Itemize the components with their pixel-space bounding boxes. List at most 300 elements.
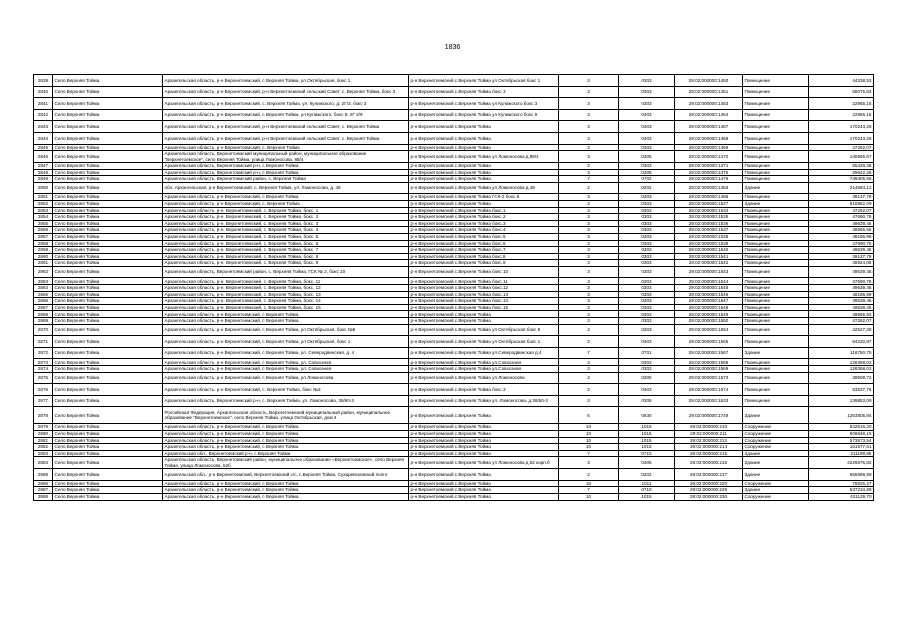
table-row bbox=[34, 278, 874, 285]
cell-row-number: 2839 bbox=[34, 75, 53, 87]
cell-settlement: Село Верхняя Тойма bbox=[53, 162, 163, 169]
cell-address-short: р-н Верхнетоемский с.Верхняя Тойма bbox=[409, 121, 559, 133]
cell-settlement: Село Верхняя Тойма bbox=[53, 86, 163, 98]
cell-group-code: 3 bbox=[559, 395, 619, 407]
cell-cadastral-value: 42527,29 bbox=[809, 324, 874, 336]
cell-address-short: р-н Верхнетоемский с.Верхняя Тойма bbox=[409, 311, 559, 318]
cell-cadastral-value: 39137,79 bbox=[809, 194, 874, 201]
cell-address: Архангельская область, р-н Верхнетоемский, с Верхняя Тойма bbox=[163, 493, 409, 500]
cell-settlement: Село Верхняя Тойма bbox=[53, 278, 163, 285]
cell-cadastral-value: 1263805,84 bbox=[809, 407, 874, 424]
cell-settlement: Село Верхняя Тойма bbox=[53, 98, 163, 110]
cell-object-type: Помещение bbox=[743, 247, 809, 254]
cell-settlement: Село Верхняя Тойма bbox=[53, 457, 163, 469]
cell-object-type: Помещение bbox=[743, 75, 809, 87]
cell-subgroup-code: 0303 bbox=[619, 298, 675, 305]
cell-cadastral-number: 29:02:000000:1453 bbox=[675, 98, 743, 110]
cell-group-code: 7 bbox=[559, 450, 619, 457]
cell-subgroup-code: 0303 bbox=[619, 98, 675, 110]
cell-row-number: 2846 bbox=[34, 151, 53, 163]
cell-subgroup-code: 0303 bbox=[619, 266, 675, 278]
table-row bbox=[34, 182, 874, 194]
cell-subgroup-code: 0303 bbox=[619, 253, 675, 260]
cell-group-code: 6 bbox=[559, 407, 619, 424]
cell-object-type: Здание bbox=[743, 469, 809, 481]
cell-address: Архангельская область, р-н. Верхнетоемский, с. Верхняя Тойма, бокс. 8 bbox=[163, 253, 409, 260]
cell-group-code: 3 bbox=[559, 220, 619, 227]
cell-subgroup-code: 0303 bbox=[619, 200, 675, 207]
cell-cadastral-value: 53537,76 bbox=[809, 384, 874, 396]
cell-object-type: Здание bbox=[743, 487, 809, 494]
cell-row-number: 2873 bbox=[34, 359, 53, 366]
cell-subgroup-code: 0303 bbox=[619, 291, 675, 298]
cell-row-number: 2879 bbox=[34, 424, 53, 431]
cell-row-number: 2866 bbox=[34, 298, 53, 305]
cell-group-code: 3 bbox=[559, 132, 619, 144]
cell-row-number: 2882 bbox=[34, 444, 53, 451]
cell-settlement: Село Верхняя Тойма bbox=[53, 227, 163, 234]
cell-address-short: р-н Верхнетоемский с.Верхняя Тойма ул.Совхозная bbox=[409, 366, 559, 373]
cell-address-short: р-н Верхнетоемский с.Верхняя Тойма ул.Совхозная bbox=[409, 359, 559, 366]
cell-row-number: 2875 bbox=[34, 372, 53, 384]
cell-settlement: Село Верхняя Тойма bbox=[53, 430, 163, 437]
cell-object-type: Здание bbox=[743, 347, 809, 359]
cell-address: Архангельская область, р-н. Верхнетоемский, с. Верхняя Тойма, бокс. 6 bbox=[163, 240, 409, 247]
cell-group-code: 10 bbox=[559, 444, 619, 451]
cell-address-short: р-н Верхнетоемский с.Верхняя Тойма бокс.7 bbox=[409, 247, 559, 254]
cell-subgroup-code: 1015 bbox=[619, 424, 675, 431]
cell-address: Архангельская область, р-н Верхнетоемский, с. Верхняя Тойма, ул. Кулижского, д. 2Г/3, бокс 3 bbox=[163, 98, 409, 110]
cell-address-short: р-н Верхнетоемский с.Верхняя Тойма bbox=[409, 176, 559, 183]
cell-address: Архангельская область, р-н Верхнетоемский, с Верхняя Тойма bbox=[163, 487, 409, 494]
cell-object-type: Сооружение bbox=[743, 493, 809, 500]
cell-address-short: р-н Верхнетоемский с.Верхняя Тойма bbox=[409, 444, 559, 451]
cell-cadastral-value: 65075,83 bbox=[809, 86, 874, 98]
cell-object-type: Помещение bbox=[743, 240, 809, 247]
cell-cadastral-number: 29:02:000000:1534 bbox=[675, 207, 743, 214]
cell-row-number: 2884 bbox=[34, 457, 53, 469]
cell-cadastral-value: 49639,45 bbox=[809, 304, 874, 311]
cell-row-number: 2870 bbox=[34, 324, 53, 336]
cell-row-number: 2880 bbox=[34, 430, 53, 437]
cell-subgroup-code: 0202 bbox=[619, 182, 675, 194]
cell-address: Архангельская область, р-н. Верхнетоемский, с. Верхняя Тойма, бокс. 1 bbox=[163, 207, 409, 214]
cell-subgroup-code: 1015 bbox=[619, 444, 675, 451]
cell-cadastral-value: 84220,87 bbox=[809, 336, 874, 348]
cell-cadastral-number: 29:02:000000:1454 bbox=[675, 109, 743, 121]
cell-subgroup-code: 0305 bbox=[619, 457, 675, 469]
cell-cadastral-value: 537234,89 bbox=[809, 487, 874, 494]
cell-cadastral-number: 29:02:000000:1483 bbox=[675, 182, 743, 194]
cell-subgroup-code: 0303 bbox=[619, 366, 675, 373]
cell-group-code: 3 bbox=[559, 194, 619, 201]
cell-cadastral-number: 29:02:000000:1567 bbox=[675, 347, 743, 359]
cell-cadastral-value: 431129,70 bbox=[809, 493, 874, 500]
cell-settlement: Село Верхняя Тойма bbox=[53, 109, 163, 121]
table-row bbox=[34, 200, 874, 207]
cell-group-code: 3 bbox=[559, 214, 619, 221]
cell-cadastral-number: 29:02:000000:1540 bbox=[675, 247, 743, 254]
table-row bbox=[34, 109, 874, 121]
cell-address: Архангельская область, р-н Верхнетоемский, с Верхняя Тойма, ул. Совхозная bbox=[163, 359, 409, 366]
cell-address-short: р-н Верхнетоемский с.Верхняя Тойма ул. Ломоносова, д.36/60-3 bbox=[409, 395, 559, 407]
cell-subgroup-code: 0303 bbox=[619, 324, 675, 336]
cell-group-code: 3 bbox=[559, 109, 619, 121]
cell-address-short: р-н Верхнетоемский с.Верхняя Тойма bbox=[409, 169, 559, 176]
cell-settlement: Село Верхняя Тойма bbox=[53, 304, 163, 311]
table-row bbox=[34, 207, 874, 214]
cell-cadastral-number: 29:02:000000:220 bbox=[675, 480, 743, 487]
table-row bbox=[34, 480, 874, 487]
table-row bbox=[34, 437, 874, 444]
cell-settlement: Село Верхняя Тойма bbox=[53, 437, 163, 444]
cell-address-short: р-н Верхнетоемский с.Верхняя Тойма бокс.9 bbox=[409, 260, 559, 267]
cell-cadastral-number: 29:02:000000:1541 bbox=[675, 253, 743, 260]
cell-cadastral-number: 29:02:000000:1633 bbox=[675, 395, 743, 407]
cell-row-number: 2850 bbox=[34, 182, 53, 194]
cell-row-number: 2844 bbox=[34, 132, 53, 144]
cell-row-number: 2881 bbox=[34, 437, 53, 444]
cell-address-short: р-н Верхнетоемский с.Верхняя Тойма бокс.15 bbox=[409, 304, 559, 311]
cell-settlement: Село Верхняя Тойма bbox=[53, 253, 163, 260]
cell-subgroup-code: 0303 bbox=[619, 220, 675, 227]
cell-group-code: 2 bbox=[559, 182, 619, 194]
cell-cadastral-value: 48186,99 bbox=[809, 233, 874, 240]
cell-cadastral-value: 76925,27 bbox=[809, 480, 874, 487]
table-row bbox=[34, 233, 874, 240]
cell-group-code: 3 bbox=[559, 266, 619, 278]
table-row bbox=[34, 469, 874, 481]
cell-object-type: Помещение bbox=[743, 207, 809, 214]
table-row bbox=[34, 220, 874, 227]
cell-cadastral-number: 29:02:000000:1549 bbox=[675, 311, 743, 318]
cell-row-number: 2871 bbox=[34, 336, 53, 348]
cell-address-short: р-н Верхнетоемский с.Верхняя Тойма ул Октябрьская бокс 1 bbox=[409, 75, 559, 87]
cell-address: Российская Федерация, Архангельская область, Верхнетоемский муниципальный район, муниципальное образование "Верхнетоемское", село Верхняя Тойма, улица Октябрьская, дом 4 bbox=[163, 407, 409, 424]
cell-address: Архангельская область, р-н. Верхнетоемский, с. Верхняя Тойма, бокс. 5 bbox=[163, 233, 409, 240]
cell-cadastral-number: 29:02:000000:1548 bbox=[675, 304, 743, 311]
cell-cadastral-value: 48665,56 bbox=[809, 227, 874, 234]
cell-row-number: 2854 bbox=[34, 214, 53, 221]
cell-address: Архангельская область, р-н Верхнетоемский, с Верхняя Тойма, ул Ломоносова bbox=[163, 372, 409, 384]
cell-object-type: Помещение bbox=[743, 291, 809, 298]
table-row bbox=[34, 311, 874, 318]
table-row bbox=[34, 98, 874, 110]
cell-object-type: Здание bbox=[743, 182, 809, 194]
cell-group-code: 10 bbox=[559, 437, 619, 444]
cell-group-code: 3 bbox=[559, 366, 619, 373]
cell-row-number: 2852 bbox=[34, 200, 53, 207]
cell-subgroup-code: 0303 bbox=[619, 86, 675, 98]
cell-address-short: р-н Верхнетоемский с.Верхняя Тойма бокс.14 bbox=[409, 298, 559, 305]
cell-subgroup-code: 0303 bbox=[619, 247, 675, 254]
table-row bbox=[34, 493, 874, 500]
cell-address: Архангельская область, р-н Верхнетоемский, с Верхняя Тойма bbox=[163, 424, 409, 431]
table-row bbox=[34, 121, 874, 133]
cell-address: Архангельская область, Верхнетоемский р-н, с Верхняя Тойма bbox=[163, 162, 409, 169]
cell-address: Архангельская область, р-н. Верхнетоемский, с. Верхняя Тойма, бокс. 9 bbox=[163, 260, 409, 267]
cell-address-short: р-н Верхнетоемский с.Верхняя Тойма бокс.3 bbox=[409, 220, 559, 227]
cell-address-short: р-н Верхнетоемский с.Верхняя Тойма ул Кулижского бокс 3 bbox=[409, 98, 559, 110]
cell-cadastral-number: 29:02:000000:1565 bbox=[675, 336, 743, 348]
cell-cadastral-number: 29:02:000000:217 bbox=[675, 469, 743, 481]
cell-group-code: 10 bbox=[559, 430, 619, 437]
cell-cadastral-number: 29:02:000000:216 bbox=[675, 457, 743, 469]
cell-address-short: р-н Верхнетоемский с.Верхняя Тойма ул Ломоносова д.48 bbox=[409, 182, 559, 194]
cell-address: Архангельская область, р-н Верхнетоемский, с. Верхняя Тойма bbox=[163, 200, 409, 207]
table-row bbox=[34, 457, 874, 469]
cell-group-code: 7 bbox=[559, 487, 619, 494]
cell-object-type: Помещение bbox=[743, 278, 809, 285]
cell-cadastral-number: 29:02:000000:1486 bbox=[675, 194, 743, 201]
cell-address: Архангельская область, р-н Верхнетоемский, с Верхняя Тойма, ул Октябрьская, бокс 1 bbox=[163, 336, 409, 348]
cell-group-code: 3 bbox=[559, 311, 619, 318]
cell-subgroup-code: 1015 bbox=[619, 437, 675, 444]
cell-subgroup-code: 0305 bbox=[619, 151, 675, 163]
cell-cadastral-value: 139853,09 bbox=[809, 395, 874, 407]
cell-settlement: Село Верхняя Тойма bbox=[53, 450, 163, 457]
cell-cadastral-value: 573673,54 bbox=[809, 437, 874, 444]
cell-address-short: р-н Верхнетоемский с.Верхняя Тойма бокс.8 bbox=[409, 253, 559, 260]
cell-object-type: Помещение bbox=[743, 214, 809, 221]
cell-address-short: р-н Верхнетоемский с.Верхняя Тойма bbox=[409, 469, 559, 481]
cell-address-short: р-н Верхнетоемский с.Верхняя Тойма bbox=[409, 162, 559, 169]
cell-settlement: Село Верхняя Тойма bbox=[53, 200, 163, 207]
cell-address-short: р-н Верхнетоемский с.Верхняя Тойма бокс.6 bbox=[409, 240, 559, 247]
cell-address-short: р-н Верхнетоемский с.Верхняя Тойма ГСК-2 бокс 8 bbox=[409, 194, 559, 201]
cell-object-type: Помещение bbox=[743, 121, 809, 133]
cell-cadastral-value: 606648,15 bbox=[809, 430, 874, 437]
cell-address: Архангельская область, р-н Верхнетоемский, р-н Верхнетоемский сельский Совет, с. Верхняя Тойма bbox=[163, 132, 409, 144]
cell-object-type: Помещение bbox=[743, 220, 809, 227]
cell-cadastral-number: 29:02:000000:1545 bbox=[675, 285, 743, 292]
table-row bbox=[34, 285, 874, 292]
cell-cadastral-number: 29:02:000000:229 bbox=[675, 487, 743, 494]
cell-cadastral-value: 22955,15 bbox=[809, 109, 874, 121]
cell-object-type: Помещение bbox=[743, 98, 809, 110]
cell-address: Архангельская область, р-н Верхнетоемский, с. Верхняя Тойма, бокс №3 bbox=[163, 384, 409, 396]
cell-subgroup-code: 0303 bbox=[619, 278, 675, 285]
cell-group-code: 3 bbox=[559, 285, 619, 292]
cell-address: Архангельская область, р-н Верхнетоемский, с Верхняя Тойма bbox=[163, 437, 409, 444]
cell-address-short: р-н Верхнетоемский с.Верхняя Тойма бокс 10 bbox=[409, 266, 559, 278]
cell-object-type: Помещение bbox=[743, 336, 809, 348]
cell-cadastral-number: 29:02:000000:1538 bbox=[675, 233, 743, 240]
cell-group-code: 3 bbox=[559, 457, 619, 469]
cell-object-type: Помещение bbox=[743, 169, 809, 176]
cell-settlement: Село Верхняя Тойма bbox=[53, 493, 163, 500]
table-row bbox=[34, 384, 874, 396]
cell-object-type: Помещение bbox=[743, 162, 809, 169]
cell-address-short: р-н Верхнетоемский с.Верхняя Тойма bbox=[409, 318, 559, 325]
table-row bbox=[34, 347, 874, 359]
cell-row-number: 2861 bbox=[34, 260, 53, 267]
table-row bbox=[34, 75, 874, 87]
cell-object-type: Помещение bbox=[743, 359, 809, 366]
cell-cadastral-number: 29:02:000000:1544 bbox=[675, 278, 743, 285]
table-row bbox=[34, 366, 874, 373]
cell-settlement: Село Верхняя Тойма bbox=[53, 311, 163, 318]
table-row bbox=[34, 395, 874, 407]
cell-group-code: 3 bbox=[559, 247, 619, 254]
cell-settlement: Село Верхняя Тойма bbox=[53, 207, 163, 214]
cell-address: Архангельская область, р-н Верхнетоемский, с Верхняя Тойма, ул. Северодвинская, д. 4 bbox=[163, 347, 409, 359]
cell-cadastral-value: 140655,67 bbox=[809, 151, 874, 163]
cell-row-number: 2877 bbox=[34, 395, 53, 407]
cell-cadastral-number: 29:02:000000:212 bbox=[675, 437, 743, 444]
table-row bbox=[34, 144, 874, 151]
cell-subgroup-code: 0303 bbox=[619, 162, 675, 169]
cell-cadastral-number: 29:02:000000:1467 bbox=[675, 121, 743, 133]
table-row bbox=[34, 324, 874, 336]
cell-settlement: Село Верхняя Тойма bbox=[53, 480, 163, 487]
cell-address-short: р-н Верхнетоемский с.Верхняя Тойма бокс.13 bbox=[409, 291, 559, 298]
cell-address: Архангельская область, р-н. Верхнетоемский, с. Верхняя Тойма, бокс. 14 bbox=[163, 298, 409, 305]
table-row bbox=[34, 424, 874, 431]
cell-address: Архангельская область, Верхнетоемский район, с. Верхняя Тойма bbox=[163, 176, 409, 183]
table-row bbox=[34, 298, 874, 305]
cell-address: Архангельская область, р-н Верхнетоемский, с Верхняя Тойма, ул Октябрьская, бокс №8 bbox=[163, 324, 409, 336]
cell-cadastral-number: 29:02:000000:1451 bbox=[675, 86, 743, 98]
cell-group-code: 3 bbox=[559, 384, 619, 396]
cell-cadastral-value: 128358,02 bbox=[809, 359, 874, 366]
table-row bbox=[34, 407, 874, 424]
cell-cadastral-value: 128358,02 bbox=[809, 366, 874, 373]
cell-settlement: Село Верхняя Тойма bbox=[53, 469, 163, 481]
cell-subgroup-code: 0303 bbox=[619, 227, 675, 234]
cell-subgroup-code: 0702 bbox=[619, 176, 675, 183]
cell-subgroup-code: 0303 bbox=[619, 260, 675, 267]
cell-settlement: Село Верхняя Тойма bbox=[53, 285, 163, 292]
cell-subgroup-code: 1015 bbox=[619, 430, 675, 437]
cell-subgroup-code: 1015 bbox=[619, 493, 675, 500]
cell-group-code: 3 bbox=[559, 304, 619, 311]
cell-cadastral-value: 542516,20 bbox=[809, 424, 874, 431]
cell-group-code: 3 bbox=[559, 359, 619, 366]
cell-row-number: 2848 bbox=[34, 169, 53, 176]
table-row bbox=[34, 260, 874, 267]
cell-group-code: 3 bbox=[559, 169, 619, 176]
cell-group-code: 3 bbox=[559, 227, 619, 234]
cell-address-short: р-н Верхнетоемский с.Верхняя Тойма bbox=[409, 144, 559, 151]
cell-group-code: 3 bbox=[559, 207, 619, 214]
cell-row-number: 2857 bbox=[34, 233, 53, 240]
cell-row-number: 2842 bbox=[34, 109, 53, 121]
cell-address-short: р-н Верхнетоемский с.Верхняя Тойма ул Ломоносова bbox=[409, 372, 559, 384]
cell-group-code: 2 bbox=[559, 469, 619, 481]
cell-cadastral-number: 29:02:000000:211 bbox=[675, 430, 743, 437]
cell-address: Архангельская область, р-н Верхнетоемский, с. Верхняя Тойма bbox=[163, 144, 409, 151]
table-row bbox=[34, 372, 874, 384]
cell-object-type: Помещение bbox=[743, 132, 809, 144]
cell-cadastral-number: 29:02:000000:1527 bbox=[675, 200, 743, 207]
cell-group-code: 3 bbox=[559, 144, 619, 151]
cell-group-code: 7 bbox=[559, 347, 619, 359]
cell-group-code: 3 bbox=[559, 151, 619, 163]
table-row bbox=[34, 240, 874, 247]
cell-address: Архангельская область, р-н Верхнетоемский, с Верхняя Тойма, ул. Совхозная bbox=[163, 366, 409, 373]
cell-object-type: Помещение bbox=[743, 395, 809, 407]
cell-cadastral-value: 2226575,83 bbox=[809, 457, 874, 469]
cell-settlement: Село Верхняя Тойма bbox=[53, 366, 163, 373]
cell-settlement: Село Верхняя Тойма bbox=[53, 291, 163, 298]
cell-subgroup-code: 0630 bbox=[619, 407, 675, 424]
cell-cadastral-value: 47262,07 bbox=[809, 144, 874, 151]
cell-row-number: 2872 bbox=[34, 347, 53, 359]
cell-cadastral-value: 47690,76 bbox=[809, 214, 874, 221]
cell-object-type: Помещение bbox=[743, 86, 809, 98]
cell-group-code: 3 bbox=[559, 298, 619, 305]
cell-row-number: 2887 bbox=[34, 487, 53, 494]
cell-row-number: 2849 bbox=[34, 176, 53, 183]
cell-address: Архангельская область, р-н. Верхнетоемский, с. Верхняя Тойма, бокс. 7 bbox=[163, 247, 409, 254]
cell-row-number: 2864 bbox=[34, 285, 53, 292]
cell-object-type: Здание bbox=[743, 457, 809, 469]
cell-cadastral-value: 39509,72 bbox=[809, 372, 874, 384]
cell-group-code: 3 bbox=[559, 75, 619, 87]
cell-object-type: Сооружение bbox=[743, 437, 809, 444]
cell-subgroup-code: 0303 bbox=[619, 121, 675, 133]
cell-group-code: 3 bbox=[559, 121, 619, 133]
table-row bbox=[34, 214, 874, 221]
cell-subgroup-code: 0303 bbox=[619, 318, 675, 325]
cell-address-short: р-н Верхнетоемский с.Верхняя Тойма бокс.1 bbox=[409, 207, 559, 214]
cell-group-code: 10 bbox=[559, 480, 619, 487]
cell-settlement: Село Верхняя Тойма bbox=[53, 182, 163, 194]
cell-address: Архангельская область, р-н Верхнетоемский, с Верхняя Тойма bbox=[163, 430, 409, 437]
cell-settlement: Село Верхняя Тойма bbox=[53, 247, 163, 254]
cell-cadastral-number: 29:02:000000:1564 bbox=[675, 324, 743, 336]
cell-group-code: 3 bbox=[559, 278, 619, 285]
cell-cadastral-value: 47690,76 bbox=[809, 278, 874, 285]
cell-address: Архангельская область, Верхнетоемский р-н, с. Верхняя Тойма, ул. Ломоносова, 36/60-3 bbox=[163, 395, 409, 407]
cell-cadastral-value: 49639,45 bbox=[809, 266, 874, 278]
cell-subgroup-code: 0303 bbox=[619, 304, 675, 311]
table-row bbox=[34, 304, 874, 311]
cell-settlement: Село Верхняя Тойма bbox=[53, 298, 163, 305]
cell-settlement: Село Верхняя Тойма bbox=[53, 487, 163, 494]
cell-address-short: р-н Верхнетоемский с.Верхняя Тойма бокс.12 bbox=[409, 285, 559, 292]
cell-cadastral-number: 29:02:000000:1537 bbox=[675, 227, 743, 234]
cell-cadastral-value: 47262,07 bbox=[809, 318, 874, 325]
table-row bbox=[34, 450, 874, 457]
cell-address: Архангельская область, р-н. Верхнетоемский, с. Верхняя Тойма, бокс. 4 bbox=[163, 227, 409, 234]
cell-group-code: 3 bbox=[559, 291, 619, 298]
cell-cadastral-number: 29:02:000000:215 bbox=[675, 450, 743, 457]
table-row bbox=[34, 132, 874, 144]
cell-address: Архангельская область, р-н Верхнетоемский, с Верхняя Тойма bbox=[163, 311, 409, 318]
cell-subgroup-code: 0303 bbox=[619, 144, 675, 151]
cell-row-number: 2858 bbox=[34, 240, 53, 247]
cell-settlement: Село Верхняя Тойма bbox=[53, 240, 163, 247]
cell-subgroup-code: 0303 bbox=[619, 233, 675, 240]
cell-object-type: Помещение bbox=[743, 176, 809, 183]
cell-cadastral-number: 29:02:000000:1547 bbox=[675, 298, 743, 305]
cell-address: Архангельская область, р-н Верхнетоемский, с Верхняя Тойма bbox=[163, 480, 409, 487]
cell-address-short: р-н Верхнетоемский с.Верхняя Тойма bbox=[409, 132, 559, 144]
table-row bbox=[34, 151, 874, 163]
cell-address: Архангельская область, р-н Верхнетоемский, с Верхняя Тойма, ул Октябрьская, бокс 1 bbox=[163, 75, 409, 87]
cell-address: Архангельская область, р-н Верхнетоемский, с Верхняя Тойма bbox=[163, 444, 409, 451]
cell-subgroup-code: 0303 bbox=[619, 207, 675, 214]
cell-row-number: 2869 bbox=[34, 318, 53, 325]
cell-cadastral-value: 49639,45 bbox=[809, 247, 874, 254]
cell-address: Архангельская область, р-н Верхнетоемский, р-н Верхнетоемский сельский Совет, с. Верхняя Тойма, бокс 3 bbox=[163, 86, 409, 98]
cell-cadastral-number: 29:02:000000:1539 bbox=[675, 240, 743, 247]
cell-row-number: 2855 bbox=[34, 220, 53, 227]
cell-object-type: Сооружение bbox=[743, 424, 809, 431]
cell-group-code: 3 bbox=[559, 233, 619, 240]
